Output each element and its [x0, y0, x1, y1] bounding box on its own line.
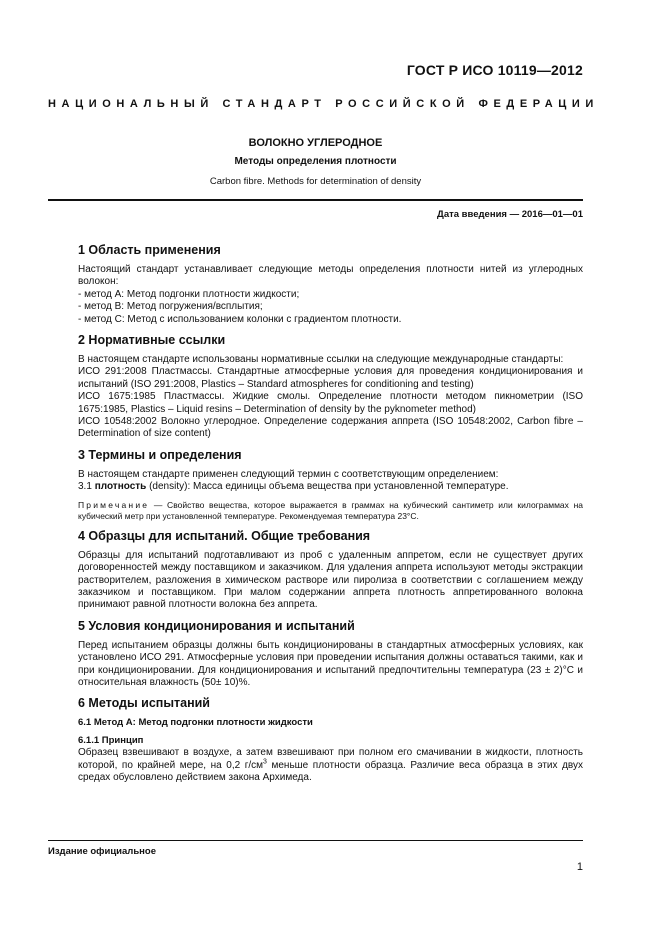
- section-normative-references: [78, 333, 583, 441]
- term-definition: 3.1 плотность (density): Масса единицы объема вещества при установленной температуре.: [78, 481, 509, 493]
- official-edition-label: Издание официальное: [48, 846, 156, 857]
- document-title: ВОЛОКНО УГЛЕРОДНОЕ: [248, 137, 383, 149]
- section-heading: 3 Термины и определения: [78, 447, 242, 462]
- paragraph: Образцы для испытаний подготавливают из проб с удаленным аппретом, если не существует других договоренностей между поставщиком и заказчиком. Для удаления аппрета используют методы экстракции растворителем, разложения в химическом растворе или пиролиза в соответствии с соглашением между заказчиком и поставщиком. При малом содержании аппрета плотность аппретированного волокна принимают равной плотности волокна без аппрета.: [78, 549, 583, 611]
- header-divider: [48, 199, 583, 201]
- paragraph: В настоящем стандарте применен следующий термин с соответствующим определением:: [78, 468, 499, 480]
- section-scope: [78, 243, 583, 326]
- list-item: - метод А: Метод подгонки плотности жидкости;: [78, 288, 300, 300]
- reference-iso-1675: ИСО 1675:1985 Пластмассы. Жидкие смолы. Определение плотности методом пикнометрии (ISO 1675:1985, Plastics – Liquid resins – Determination of density by the pyknometer method): [78, 391, 583, 415]
- list-item: - метод С: Метод с использованием колонки с градиентом плотности.: [78, 313, 402, 325]
- paragraph: В настоящем стандарте использованы нормативные ссылки на следующие международные стандарты:: [78, 354, 564, 366]
- section-heading: 2 Нормативные ссылки: [78, 333, 226, 348]
- english-title: Carbon fibre. Methods for determination of density: [209, 176, 422, 187]
- section-heading: 6 Методы испытаний: [78, 696, 210, 711]
- section-heading: 1 Область применения: [78, 243, 221, 257]
- section-heading: 4 Образцы для испытаний. Общие требования: [78, 528, 371, 543]
- document-subtitle: Методы определения плотности: [234, 156, 397, 167]
- national-standard-banner: НАЦИОНАЛЬНЫЙ СТАНДАРТ РОССИЙСКОЙ ФЕДЕРАЦИИ: [48, 98, 599, 110]
- section-test-methods: [78, 696, 583, 784]
- section-terms: [78, 448, 583, 522]
- section-specimens: [78, 529, 583, 612]
- subsubsection-heading: 6.1.1 Принцип: [78, 735, 144, 747]
- footer-divider: [48, 840, 583, 841]
- paragraph: Перед испытанием образцы должны быть кондиционированы в стандартных атмосферных условиях, как установлено ИСО 291. Атмосферные условия при проведении испытания должны оставаться такими, как и при кондиционировании. Для кондиционирования и испытаний предпочтительны температура (23 ± 2)°С и относительная влажность (50± 10)%.: [78, 639, 583, 688]
- note-label: Примечание: [78, 499, 150, 510]
- introduction-date: Дата введения — 2016—01—01: [437, 209, 583, 220]
- reference-iso-10548: ИСО 10548:2002 Волокно углеродное. Определение содержания аппрета (ISO 10548:2002, Carbon fibre – Determination of size content): [78, 416, 583, 440]
- subsection-heading: 6.1 Метод А: Метод подгонки плотности жидкости: [78, 717, 313, 729]
- term-name: плотность: [94, 481, 147, 493]
- section-conditions: [78, 619, 583, 690]
- list-item: - метод В: Метод погружения/всплытия;: [78, 301, 263, 313]
- paragraph: Образец взвешивают в воздухе, а затем взвешивают при полном его смачивании в жидкости, плотность которой, по крайней мере, на 0,2 $г/см^3$ меньше плотности образца. Различие веса образца в этих двух средах обусловлено действием закона Архимеда.: [78, 747, 583, 784]
- document-body: [78, 243, 583, 792]
- section-heading: 5 Условия кондиционирования и испытаний: [78, 618, 355, 633]
- paragraph: Настоящий стандарт устанавливает следующие методы определения плотности нитей из углеродных волокон:: [78, 264, 583, 288]
- standard-code: ГОСТ Р ИСО 10119—2012: [406, 62, 583, 78]
- note: Примечание — Свойство вещества, которое выражается в граммах на кубический сантиметр или килограммах на кубический метр при установленной температуре. Рекомендуемая температура 23°С.: [78, 499, 583, 521]
- reference-iso-291: ИСО 291:2008 Пластмассы. Стандартные атмосферные условия для проведения кондиционирования и испытаний (ISO 291:2008, Plastics – Standard atmospheres for conditioning and testing): [78, 366, 583, 390]
- page-number: 1: [576, 861, 583, 873]
